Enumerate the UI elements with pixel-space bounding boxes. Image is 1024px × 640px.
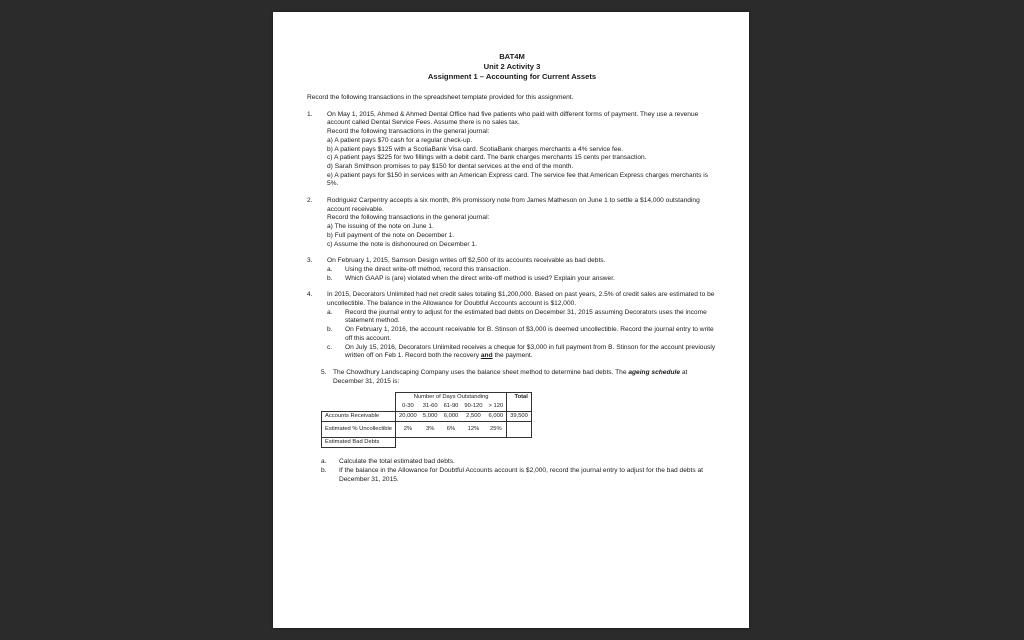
part-label: b. bbox=[321, 467, 327, 475]
question-part-b bbox=[327, 326, 717, 343]
ageing-schedule-term: ageing schedule bbox=[628, 368, 681, 376]
question-2 bbox=[307, 197, 717, 249]
part-text: Which GAAP is (are) violated when the direct write-off method is used? Explain your answer. bbox=[345, 274, 615, 282]
table-row bbox=[322, 422, 532, 438]
table-row bbox=[322, 438, 532, 448]
question-lead: Record the following transactions in the general journal: bbox=[327, 128, 490, 136]
question-4 bbox=[307, 291, 717, 361]
part-label: a. bbox=[327, 308, 333, 316]
table-cell bbox=[420, 438, 441, 448]
table-header-row bbox=[322, 393, 532, 403]
table-cell bbox=[485, 438, 506, 448]
table-row bbox=[322, 412, 532, 422]
total-cell bbox=[507, 438, 532, 448]
document-header bbox=[307, 52, 717, 82]
part-text-end: the payment. bbox=[494, 352, 533, 360]
question-part-a: a) The issuing of the note on June 1. bbox=[327, 223, 434, 231]
table-cell bbox=[441, 438, 462, 448]
part-text: If the balance in the Allowance for Doubtful Accounts account is $2,000, record the journal entry to adjust for the bad debts at December 31, 2015. bbox=[339, 467, 703, 483]
table-cell: 5,000 bbox=[420, 412, 441, 422]
question-part-c: c) A patient pays $225 for two fillings with a debit card. The bank charges merchants 15 cents per transaction. bbox=[327, 154, 647, 162]
part-text: On February 1, 2016, the account receivable for B. Stinson of $3,000 is deemed uncollectible. Record the journal entry to write off this account. bbox=[345, 326, 714, 342]
column-header: > 120 bbox=[488, 403, 504, 410]
question-number: 1. bbox=[307, 110, 313, 118]
table-cell: 6,000 bbox=[485, 412, 506, 422]
question-part-a bbox=[321, 458, 717, 467]
assignment-title: Assignment 1 – Accounting for Current Assets bbox=[427, 72, 597, 81]
column-header: 0-30 bbox=[396, 402, 420, 412]
intro-text: Record the following transactions in the spreadsheet template provided for this assignment. bbox=[307, 94, 574, 101]
row-label: Estimated Bad Debts bbox=[322, 438, 396, 448]
question-5 bbox=[307, 369, 717, 386]
question-text: Rodriguez Carpentry accepts a six month, 8% promissory note from James Matheson on June 1 to settle a $14,000 outstanding account receivable. bbox=[327, 197, 700, 213]
question-text-end: at December 31, 2015 is: bbox=[333, 368, 688, 385]
ageing-schedule-table bbox=[321, 392, 532, 448]
question-5-parts bbox=[307, 458, 717, 484]
question-part-e: e) A patient pays for $150 in services with an American Express card. The service fee that American Express charges merchants is 5%. bbox=[327, 171, 709, 188]
question-part-d: d) Sarah Smithson promises to pay $150 for dental services at the end of the month. bbox=[327, 162, 574, 170]
question-number: 3. bbox=[307, 257, 313, 265]
table-cell: 12% bbox=[461, 422, 485, 438]
question-part-a bbox=[327, 266, 717, 275]
total-column-header bbox=[507, 402, 532, 412]
table-cell: 2,500 bbox=[461, 412, 485, 422]
question-part-c bbox=[327, 344, 717, 361]
row-label: Estimated % Uncollectible bbox=[322, 422, 396, 438]
total-cell bbox=[507, 422, 532, 438]
question-part-a bbox=[327, 309, 717, 326]
table-cell: 3% bbox=[420, 422, 441, 438]
question-1 bbox=[307, 111, 717, 189]
table-cell: 6,000 bbox=[441, 412, 462, 422]
table-cell: 20,000 bbox=[396, 412, 420, 422]
question-part-b: b) A patient pays $125 with a ScotiaBank Visa card. ScotiaBank charges merchants a 4% service fee. bbox=[327, 145, 624, 153]
column-header: 31-60 bbox=[422, 403, 438, 410]
question-number: 2. bbox=[307, 197, 313, 205]
part-text bbox=[345, 344, 717, 361]
part-label: a. bbox=[327, 265, 333, 273]
question-number: 5. bbox=[321, 368, 327, 376]
question-part-b bbox=[321, 467, 717, 484]
part-text-start: On July 15, 2016, Decorators Unlimited receives a cheque for $3,000 in full payment from B. Stinson for the account previously written off on Feb 1. Record both the recovery bbox=[345, 343, 716, 360]
total-cell: 39,500 bbox=[507, 412, 532, 422]
column-header: 61-90 bbox=[443, 403, 459, 410]
column-header: 90-120 bbox=[464, 403, 483, 410]
part-text: Record the journal entry to adjust for the estimated bad debts on December 31, 2015 assuming Decorators uses the income statement method. bbox=[345, 308, 707, 325]
total-header: Total bbox=[507, 393, 532, 403]
row-label: Accounts Receivable bbox=[322, 412, 396, 422]
part-text: Using the direct write-off method, record this transaction. bbox=[345, 265, 511, 273]
table-corner-cell bbox=[322, 393, 396, 403]
table-corner-cell bbox=[322, 402, 396, 412]
table-cell bbox=[396, 438, 420, 448]
unit-title: Unit 2 Activity 3 bbox=[483, 62, 541, 71]
question-text-start: The Chowdhury Landscaping Company uses the balance sheet method to determine bad debts. The bbox=[333, 368, 627, 376]
part-label: b. bbox=[327, 326, 333, 334]
question-text: On May 1, 2015, Ahmed & Ahmed Dental Office had five patients who paid with different forms of payment. They use a revenue account called Dental Service Fees. Assume there is no sales tax. bbox=[327, 110, 699, 127]
table-cell: 2% bbox=[396, 422, 420, 438]
question-number: 4. bbox=[307, 291, 313, 299]
question-lead: Record the following transactions in the general journal: bbox=[327, 214, 490, 222]
question-3 bbox=[307, 257, 717, 283]
part-label: c. bbox=[327, 343, 333, 351]
question-text: On February 1, 2015, Samson Design writes off $2,500 of its accounts receivable as bad debts. bbox=[327, 257, 606, 265]
part-text: Calculate the total estimated bad debts. bbox=[339, 458, 455, 466]
question-part-b bbox=[327, 275, 717, 284]
table-cell: 6% bbox=[441, 422, 462, 438]
question-text bbox=[333, 369, 717, 386]
part-label: a. bbox=[321, 458, 327, 466]
table-column-row bbox=[322, 402, 532, 412]
table-cell: 25% bbox=[485, 422, 506, 438]
question-part-c: c) Assume the note is dishonoured on December 1. bbox=[327, 240, 477, 248]
question-part-a: a) A patient pays $70 cash for a regular check-up. bbox=[327, 136, 473, 144]
question-part-b: b) Full payment of the note on December 1. bbox=[327, 231, 455, 239]
part-label: b. bbox=[327, 274, 333, 282]
document-content bbox=[307, 52, 717, 485]
question-text: In 2015, Decorators Unlimited had net credit sales totaling $1,200,000. Based on past years, 2.5% of credit sales are estimated to be uncollectible. The balance in the Allowance for Doubtful Accounts account is $12,000. bbox=[327, 291, 715, 308]
group-header: Number of Days Outstanding bbox=[396, 393, 507, 403]
underlined-and: and bbox=[480, 352, 493, 360]
document-page bbox=[273, 12, 749, 628]
course-code: BAT4M bbox=[499, 52, 525, 61]
table-cell bbox=[461, 438, 485, 448]
